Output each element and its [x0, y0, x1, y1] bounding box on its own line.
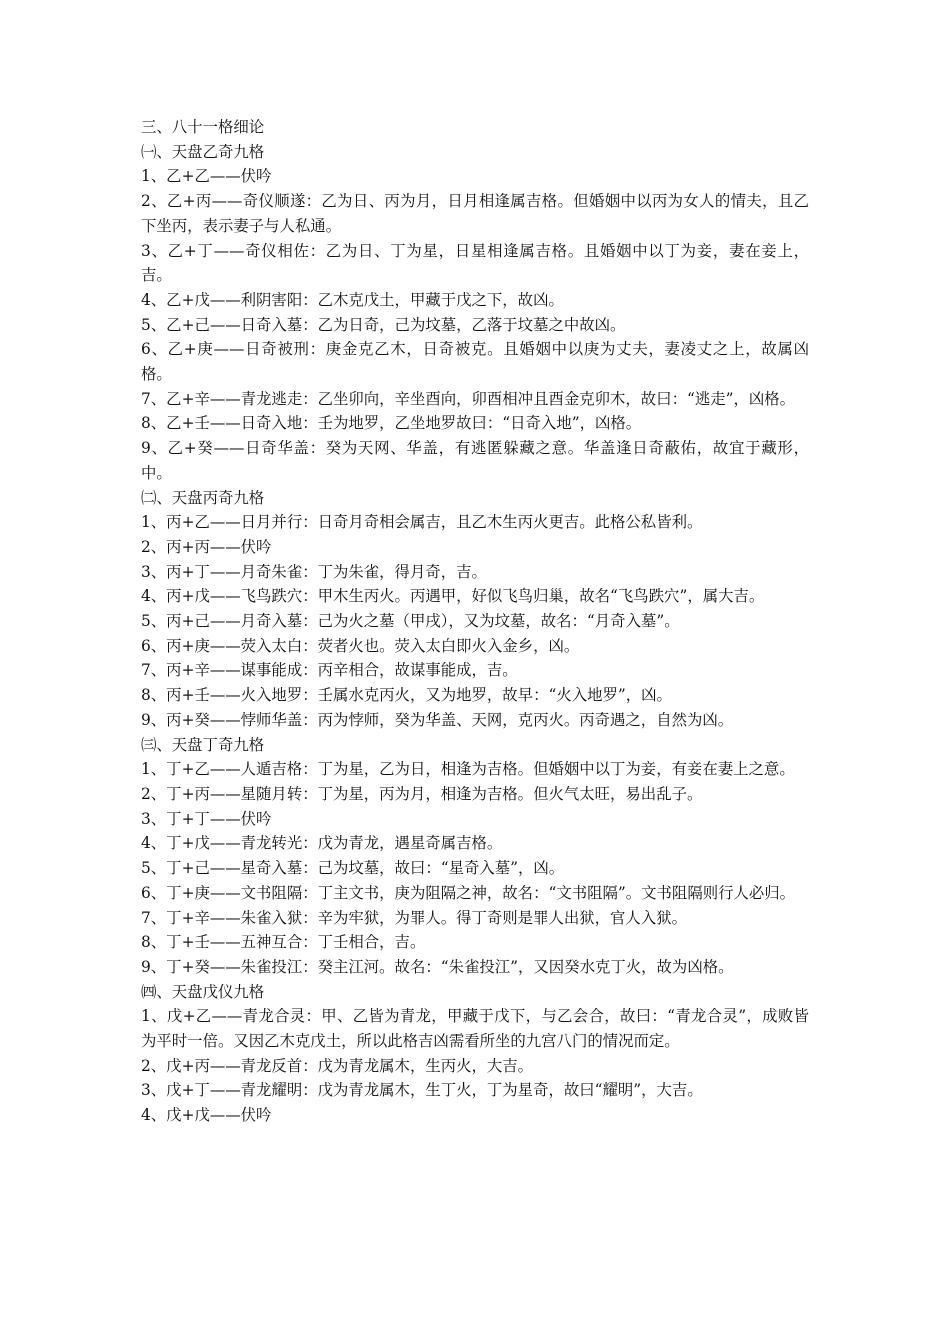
paragraph: 4、乙+戊——利阴害阳：乙木克戊土，甲藏于戊之下，故凶。 [141, 290, 564, 309]
paragraph: 2、戊+丙——青龙反首：戊为青龙属木，生丙火，大吉。 [141, 1056, 534, 1075]
section-heading: ㈢、天盘丁奇九格 [141, 735, 265, 754]
paragraph: 9、乙+癸——日奇华盖：癸为天网、华盖，有逃匿躲藏之意。华盖逢日奇蔽佑，故宜于藏形，中。 [141, 439, 809, 482]
page-title: 三、八十一格细论 [141, 118, 265, 136]
paragraph: 8、丁+壬——五神互合：丁壬相合，吉。 [141, 933, 426, 952]
paragraph: 5、丙+己——月奇入墓：己为火之墓（甲戌），又为坟墓，故名：“月奇入墓”。 [141, 612, 680, 631]
paragraph: 1、乙+乙——伏吟 [141, 167, 272, 186]
section-heading: ㈣、天盘戊仪九格 [141, 982, 265, 1001]
paragraph: 3、乙+丁——奇仪相佐：乙为日、丁为星，日星相逢属吉格。且婚姻中以丁为妾，妻在妾上，吉。 [141, 241, 809, 285]
paragraph: 2、丁+丙——星随月转：丁为星，丙为月，相逢为吉格。但火气太旺，易出乱子。 [141, 784, 703, 803]
paragraph: 7、丁+辛——朱雀入狱：辛为牢狱，为罪人。得丁奇则是罪人出狱，官人入狱。 [141, 908, 687, 927]
paragraph: 2、丙+丙——伏吟 [141, 537, 272, 556]
paragraph: 1、丙+乙——日月并行：日奇月奇相会属吉，且乙木生丙火更吉。此格公私皆利。 [141, 513, 703, 532]
paragraph: 9、丁+癸——朱雀投江：癸主江河。故名：“朱雀投江”，又因癸水克丁火，故为凶格。 [141, 957, 734, 976]
paragraph: 6、乙+庚——日奇被刑：庚金克乙木，日奇被克。且婚姻中以庚为丈夫，妻凌丈之上，故属凶格。 [141, 340, 809, 384]
paragraph: 3、丁+丁——伏吟 [141, 809, 272, 828]
paragraph: 4、丙+戊——飞鸟跌穴：甲木生丙火。丙遇甲，好似飞鸟归巢，故名“飞鸟跌穴”，属大吉。 [141, 587, 765, 606]
paragraph: 4、戊+戊——伏吟 [141, 1106, 272, 1125]
paragraph: 4、丁+戊——青龙转光：戊为青龙，遇星奇属吉格。 [141, 834, 503, 853]
paragraph: 5、乙+己——日奇入墓：乙为日奇，己为坟墓，乙落于坟墓之中故凶。 [141, 315, 626, 334]
paragraph: 6、丙+庚——荧入太白：荧者火也。荧入太白即火入金乡，凶。 [141, 636, 580, 655]
section-heading: ㈡、天盘丙奇九格 [141, 488, 265, 507]
paragraph: 7、丙+辛——谋事能成：丙辛相合，故谋事能成，吉。 [141, 661, 518, 680]
paragraph: 9、丙+癸——悖师华盖：丙为悖师，癸为华盖、天网，克丙火。丙奇遇之，自然为凶。 [141, 710, 734, 729]
paragraph: 8、丙+壬——火入地罗：壬属水克丙火，又为地罗，故早：“火入地罗”，凶。 [141, 686, 672, 705]
paragraph: 3、丙+丁——月奇朱雀：丁为朱雀，得月奇，吉。 [141, 562, 487, 581]
paragraph: 1、戊+乙——青龙合灵：甲、乙皆为青龙，甲藏于戊下，与乙会合，故曰：“青龙合灵”，成败皆为平时一倍。又因乙木克戊土，所以此格吉凶需看所坐的九宫八门的情况而定。 [141, 1007, 809, 1051]
document-body [141, 115, 809, 1128]
section-heading: ㈠、天盘乙奇九格 [141, 142, 265, 161]
paragraph: 1、丁+乙——人遁吉格：丁为星，乙为日，相逢为吉格。但婚姻中以丁为妾，有妾在妻上之意。 [141, 760, 795, 779]
paragraph: 3、戊+丁——青龙耀明：戊为青龙属木，生丁火，丁为星奇，故曰“耀明”，大吉。 [141, 1081, 703, 1100]
paragraph: 7、乙+辛——青龙逃走：乙坐卯向，辛坐酉向，卯酉相冲且酉金克卯木，故曰：“逃走”，凶格。 [141, 389, 796, 408]
paragraph: 5、丁+己——星奇入墓：己为坟墓，故曰：“星奇入墓”，凶。 [141, 859, 565, 878]
paragraph: 8、乙+壬——日奇入地：壬为地罗，乙坐地罗故曰：“日奇入地”，凶格。 [141, 414, 642, 433]
paragraph: 2、乙+丙——奇仪顺遂：乙为日、丙为月，日月相逢属吉格。但婚姻中以丙为女人的情夫，且乙下坐丙，表示妻子与人私通。 [141, 192, 809, 235]
paragraph: 6、丁+庚——文书阻隔：丁主文书，庚为阻隔之神，故名：“文书阻隔”。文书阻隔则行人必归。 [141, 883, 796, 902]
